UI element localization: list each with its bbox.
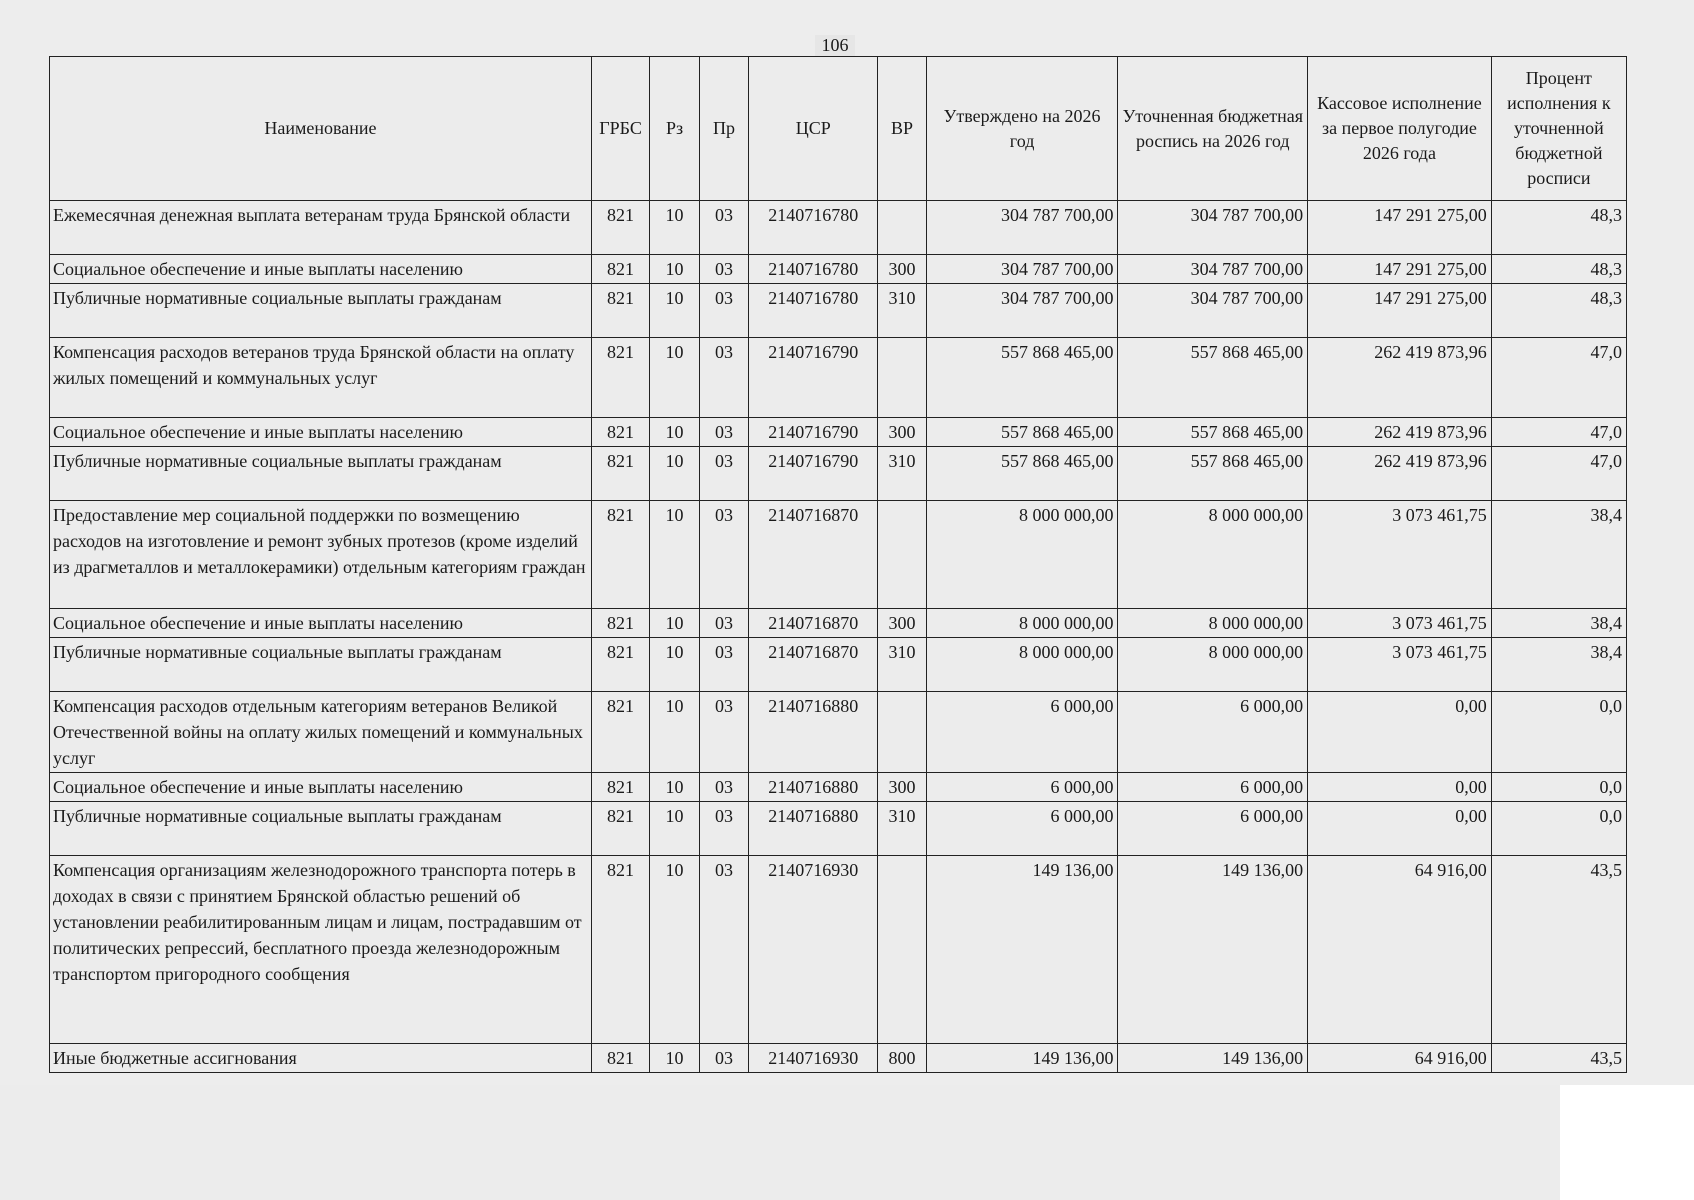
cell-pr: 03 <box>699 338 748 418</box>
cell-refined: 304 787 700,00 <box>1118 255 1308 284</box>
cell-grbs: 821 <box>591 856 650 1044</box>
cell-pr: 03 <box>699 201 748 255</box>
cell-refined: 8 000 000,00 <box>1118 501 1308 609</box>
cell-approved: 304 787 700,00 <box>926 255 1118 284</box>
col-header-grbs: ГРБС <box>591 57 650 201</box>
cell-grbs: 821 <box>591 255 650 284</box>
col-header-refined: Уточненная бюджетная роспись на 2026 год <box>1118 57 1308 201</box>
cell-pr: 03 <box>699 501 748 609</box>
cell-refined: 304 787 700,00 <box>1118 201 1308 255</box>
cell-grbs: 821 <box>591 773 650 802</box>
cell-grbs: 821 <box>591 447 650 501</box>
cell-csr: 2140716780 <box>749 284 878 338</box>
cell-vr <box>878 856 926 1044</box>
cell-approved: 149 136,00 <box>926 1044 1118 1073</box>
cell-cash: 3 073 461,75 <box>1308 638 1492 692</box>
cell-pr: 03 <box>699 856 748 1044</box>
cell-rz: 10 <box>650 255 699 284</box>
cell-grbs: 821 <box>591 418 650 447</box>
cell-refined: 557 868 465,00 <box>1118 447 1308 501</box>
table-row <box>50 692 1627 773</box>
cell-approved: 8 000 000,00 <box>926 638 1118 692</box>
table-header-row <box>50 57 1627 201</box>
col-header-percent: Процент исполнения к уточненной бюджетной росписи <box>1491 57 1626 201</box>
cell-approved: 6 000,00 <box>926 773 1118 802</box>
cell-vr: 300 <box>878 418 926 447</box>
cell-name: Компенсация расходов ветеранов труда Брянской области на оплату жилых помещений и коммунальных услуг <box>50 338 592 418</box>
cell-cash: 262 419 873,96 <box>1308 418 1492 447</box>
cell-csr: 2140716870 <box>749 609 878 638</box>
cell-vr: 300 <box>878 773 926 802</box>
cell-percent: 0,0 <box>1491 692 1626 773</box>
page-number: 106 <box>815 35 855 56</box>
cell-pr: 03 <box>699 447 748 501</box>
cell-rz: 10 <box>650 1044 699 1073</box>
cell-csr: 2140716880 <box>749 802 878 856</box>
cell-name: Социальное обеспечение и иные выплаты населению <box>50 418 592 447</box>
cell-name: Социальное обеспечение и иные выплаты населению <box>50 609 592 638</box>
cell-approved: 557 868 465,00 <box>926 447 1118 501</box>
cell-approved: 8 000 000,00 <box>926 609 1118 638</box>
cell-name: Ежемесячная денежная выплата ветеранам труда Брянской области <box>50 201 592 255</box>
cell-rz: 10 <box>650 284 699 338</box>
cell-cash: 262 419 873,96 <box>1308 447 1492 501</box>
cell-csr: 2140716780 <box>749 201 878 255</box>
cell-percent: 48,3 <box>1491 284 1626 338</box>
cell-cash: 64 916,00 <box>1308 856 1492 1044</box>
cell-vr: 310 <box>878 284 926 338</box>
cell-vr <box>878 692 926 773</box>
cell-rz: 10 <box>650 609 699 638</box>
table-row <box>50 609 1627 638</box>
cell-refined: 557 868 465,00 <box>1118 338 1308 418</box>
cell-grbs: 821 <box>591 284 650 338</box>
cell-csr: 2140716870 <box>749 501 878 609</box>
cell-pr: 03 <box>699 802 748 856</box>
cell-pr: 03 <box>699 255 748 284</box>
col-header-csr: ЦСР <box>749 57 878 201</box>
scan-margin-bottom <box>0 1085 1560 1200</box>
cell-vr: 310 <box>878 802 926 856</box>
cell-cash: 3 073 461,75 <box>1308 609 1492 638</box>
cell-cash: 64 916,00 <box>1308 1044 1492 1073</box>
cell-approved: 304 787 700,00 <box>926 284 1118 338</box>
cell-csr: 2140716790 <box>749 338 878 418</box>
budget-table <box>49 56 1627 1073</box>
cell-percent: 48,3 <box>1491 255 1626 284</box>
cell-percent: 47,0 <box>1491 418 1626 447</box>
cell-pr: 03 <box>699 692 748 773</box>
cell-rz: 10 <box>650 418 699 447</box>
cell-grbs: 821 <box>591 501 650 609</box>
cell-approved: 149 136,00 <box>926 856 1118 1044</box>
col-header-pr: Пр <box>699 57 748 201</box>
table-row <box>50 856 1627 1044</box>
cell-refined: 304 787 700,00 <box>1118 284 1308 338</box>
table-row <box>50 501 1627 609</box>
cell-grbs: 821 <box>591 1044 650 1073</box>
cell-percent: 43,5 <box>1491 1044 1626 1073</box>
cell-csr: 2140716790 <box>749 447 878 501</box>
cell-name: Социальное обеспечение и иные выплаты населению <box>50 255 592 284</box>
table-row <box>50 201 1627 255</box>
cell-percent: 38,4 <box>1491 638 1626 692</box>
cell-percent: 43,5 <box>1491 856 1626 1044</box>
cell-refined: 6 000,00 <box>1118 692 1308 773</box>
cell-refined: 149 136,00 <box>1118 856 1308 1044</box>
cell-cash: 3 073 461,75 <box>1308 501 1492 609</box>
cell-percent: 47,0 <box>1491 338 1626 418</box>
col-header-rz: Рз <box>650 57 699 201</box>
cell-rz: 10 <box>650 773 699 802</box>
cell-approved: 8 000 000,00 <box>926 501 1118 609</box>
cell-refined: 149 136,00 <box>1118 1044 1308 1073</box>
cell-approved: 6 000,00 <box>926 692 1118 773</box>
cell-rz: 10 <box>650 802 699 856</box>
cell-csr: 2140716870 <box>749 638 878 692</box>
cell-csr: 2140716880 <box>749 692 878 773</box>
cell-refined: 557 868 465,00 <box>1118 418 1308 447</box>
cell-grbs: 821 <box>591 338 650 418</box>
cell-name: Публичные нормативные социальные выплаты гражданам <box>50 284 592 338</box>
cell-vr: 310 <box>878 638 926 692</box>
cell-percent: 47,0 <box>1491 447 1626 501</box>
cell-refined: 8 000 000,00 <box>1118 609 1308 638</box>
table-row <box>50 773 1627 802</box>
cell-grbs: 821 <box>591 201 650 255</box>
cell-percent: 38,4 <box>1491 501 1626 609</box>
cell-pr: 03 <box>699 638 748 692</box>
cell-vr: 310 <box>878 447 926 501</box>
scan-corner-blank <box>1560 1085 1694 1200</box>
cell-approved: 557 868 465,00 <box>926 418 1118 447</box>
cell-rz: 10 <box>650 692 699 773</box>
cell-grbs: 821 <box>591 609 650 638</box>
cell-csr: 2140716930 <box>749 856 878 1044</box>
cell-percent: 38,4 <box>1491 609 1626 638</box>
cell-name: Компенсация расходов отдельным категориям ветеранов Великой Отечественной войны на оплату жилых помещений и коммунальных услуг <box>50 692 592 773</box>
cell-vr <box>878 201 926 255</box>
cell-vr: 800 <box>878 1044 926 1073</box>
cell-name: Публичные нормативные социальные выплаты гражданам <box>50 638 592 692</box>
cell-refined: 6 000,00 <box>1118 802 1308 856</box>
cell-percent: 0,0 <box>1491 802 1626 856</box>
table-row <box>50 338 1627 418</box>
cell-approved: 6 000,00 <box>926 802 1118 856</box>
cell-percent: 0,0 <box>1491 773 1626 802</box>
cell-rz: 10 <box>650 201 699 255</box>
table-row <box>50 802 1627 856</box>
cell-grbs: 821 <box>591 802 650 856</box>
cell-vr: 300 <box>878 255 926 284</box>
cell-name: Публичные нормативные социальные выплаты гражданам <box>50 802 592 856</box>
cell-vr: 300 <box>878 609 926 638</box>
cell-pr: 03 <box>699 773 748 802</box>
col-header-approved: Утверждено на 2026 год <box>926 57 1118 201</box>
cell-name: Иные бюджетные ассигнования <box>50 1044 592 1073</box>
cell-pr: 03 <box>699 1044 748 1073</box>
cell-rz: 10 <box>650 501 699 609</box>
table-row <box>50 1044 1627 1073</box>
cell-cash: 147 291 275,00 <box>1308 284 1492 338</box>
cell-csr: 2140716790 <box>749 418 878 447</box>
cell-rz: 10 <box>650 338 699 418</box>
table-row <box>50 284 1627 338</box>
cell-approved: 304 787 700,00 <box>926 201 1118 255</box>
table-row <box>50 638 1627 692</box>
cell-cash: 262 419 873,96 <box>1308 338 1492 418</box>
cell-percent: 48,3 <box>1491 201 1626 255</box>
cell-rz: 10 <box>650 856 699 1044</box>
cell-pr: 03 <box>699 284 748 338</box>
cell-cash: 147 291 275,00 <box>1308 201 1492 255</box>
cell-pr: 03 <box>699 609 748 638</box>
cell-cash: 0,00 <box>1308 692 1492 773</box>
cell-vr <box>878 501 926 609</box>
col-header-vr: ВР <box>878 57 926 201</box>
cell-refined: 8 000 000,00 <box>1118 638 1308 692</box>
cell-vr <box>878 338 926 418</box>
col-header-cash: Кассовое исполнение за первое полугодие 2026 года <box>1308 57 1492 201</box>
cell-approved: 557 868 465,00 <box>926 338 1118 418</box>
cell-grbs: 821 <box>591 638 650 692</box>
cell-grbs: 821 <box>591 692 650 773</box>
cell-rz: 10 <box>650 638 699 692</box>
cell-rz: 10 <box>650 447 699 501</box>
cell-csr: 2140716880 <box>749 773 878 802</box>
cell-pr: 03 <box>699 418 748 447</box>
cell-refined: 6 000,00 <box>1118 773 1308 802</box>
table-row <box>50 447 1627 501</box>
table-row <box>50 255 1627 284</box>
table-row <box>50 418 1627 447</box>
cell-name: Предоставление мер социальной поддержки по возмещению расходов на изготовление и ремонт зубных протезов (кроме изделий из драгметаллов и металлокерамики) отдельным категориям граждан <box>50 501 592 609</box>
cell-csr: 2140716930 <box>749 1044 878 1073</box>
cell-cash: 147 291 275,00 <box>1308 255 1492 284</box>
col-header-name: Наименование <box>50 57 592 201</box>
cell-name: Публичные нормативные социальные выплаты гражданам <box>50 447 592 501</box>
cell-name: Социальное обеспечение и иные выплаты населению <box>50 773 592 802</box>
cell-cash: 0,00 <box>1308 802 1492 856</box>
cell-csr: 2140716780 <box>749 255 878 284</box>
cell-name: Компенсация организациям железнодорожного транспорта потерь в доходах в связи с принятием Брянской областью решений об установлении реабилитированным лицам и лицам, пострадавшим от политических репрессий, бесплатного проезда железнодорожным транспортом пригородного сообщения <box>50 856 592 1044</box>
cell-cash: 0,00 <box>1308 773 1492 802</box>
